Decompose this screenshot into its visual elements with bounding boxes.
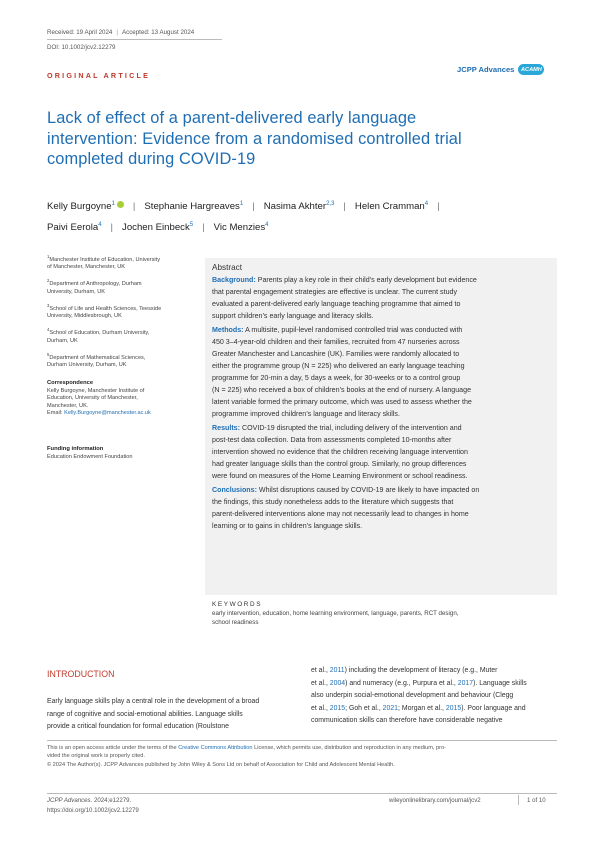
received-date: Received: 19 April 2024 <box>47 29 113 36</box>
journal-citation: JCPP Advances. 2024;e12279. <box>47 797 132 804</box>
intro-right-column: et al., 2011) including the development of literacy (e.g., Muter et al., 2004) and numeracy (e.g., Purpura et al., 2017). Language skills also underpin social-emotional development and behaviour (Clegg et al., 2015; Goh et al., 2021; Morgan et al., 2015). Poor language and communication skills can therefore have considerable negative <box>311 667 527 725</box>
journal-site-link[interactable]: wileyonlinelibrary.com/journal/jcv2 <box>389 797 481 804</box>
citation-link[interactable]: 2011 <box>329 667 345 674</box>
footer-rule <box>47 793 557 794</box>
journal-brand[interactable] <box>457 64 544 75</box>
abstract-heading: Abstract <box>212 263 243 272</box>
affiliation: $^5$Department of Mathematical Sciences, Durham University, Durham, UK <box>47 351 146 368</box>
orcid-icon[interactable] <box>117 201 124 208</box>
affiliation: $^3$School of Life and Health Sciences, Teesside University, Middlesbrough, UK <box>47 302 162 320</box>
citation-link[interactable]: 2004 <box>329 679 346 687</box>
author[interactable]: Helen Cramman$^4$ <box>354 201 429 213</box>
keywords-heading: KEYWORDS <box>212 601 263 608</box>
footer-divider <box>518 795 519 805</box>
abstract <box>212 263 550 532</box>
acamh-logo-icon: ACAMH <box>518 64 544 75</box>
article-type: ORIGINAL ARTICLE <box>47 71 151 80</box>
accepted-date: Accepted: 13 August 2024 <box>121 29 195 36</box>
header-rule <box>47 39 222 40</box>
page-number: 1 of 10 <box>527 797 546 804</box>
citation-link[interactable]: 2017 <box>457 679 474 687</box>
affiliations <box>47 253 197 375</box>
abstract-conclusions: Conclusions: Whilst disruptions caused by COVID-19 are likely to have impacted on the findings, this study nonetheless adds to the literature which suggests that parent-delivered interventions alone may not necessarily lead to changes in home learning or to gains in children’s language skills. <box>212 486 480 530</box>
intro-left-column: Early language skills play a central role in the development of a broad range of cognitive and social-emotional abilities. Language skills provide a critical foundation for formal education (Roulstone <box>47 698 260 731</box>
affiliation: $^2$Department of Anthropology, Durham University, Durham, UK <box>47 278 142 295</box>
affiliation: $^4$School of Education, Durham University, Durham, UK <box>47 327 150 344</box>
author[interactable]: Nasima Akhter$^{2,3}$ <box>263 201 335 213</box>
abstract-methods: Methods: A multisite, pupil-level randomised controlled trial was conducted with 450 3–4-year-old children and their families, recruited from 47 nurseries across Greater Manchester and Lancashire (UK). Families were randomly allocated to either the programme group (N = 225) who delivered an early language teaching programme for 20-min a day, 5 days a week, for 30-weeks or to a control group (N = 225) who received a box of children’s books at the end of nursery. A language latent variable formed the primary outcome, which was used to assess whether the programme improved children’s language and literacy skills. <box>212 326 472 418</box>
author[interactable]: Stephanie Hargreaves$^1$ <box>144 201 244 213</box>
article-title <box>47 108 462 170</box>
abstract-results: Results: COVID-19 disrupted the trial, including delivery of the intervention and post-test data collection. Data from assessments completed 10-months after intervention showed no evidence that the children receiving language intervention had greater language skills than the control group. Similarly, no group differences were found on measures of the Home Learning Environment or school readiness. <box>212 424 468 480</box>
citation-link[interactable]: 2021 <box>382 704 399 712</box>
title-line-2: intervention: Evidence from a randomised controlled trial <box>47 129 462 148</box>
author[interactable]: Jochen Einbeck$^5$ <box>122 222 194 234</box>
title-line-1: Lack of effect of a parent-delivered early language <box>47 109 417 127</box>
abstract-background: Background: Parents play a key role in their child’s early development but evidence that parental engagement strategies are effective is unclear. The current study evaluated a parent-delivered early language teaching programme that aimed to support children’s early language and literacy skills. <box>212 276 477 320</box>
funding-information <box>47 446 207 461</box>
journal-name: JCPP Advances <box>457 65 515 74</box>
correspondence: Correspondence Kelly Burgoyne, Manchester Institute of Education, University of Manchester, Manchester, UK. Email: Kelly.Burgoyne@manchester.ac.uk <box>47 380 207 417</box>
title-line-3: completed during COVID-19 <box>47 150 256 168</box>
footnote-rule <box>47 740 557 741</box>
received-accepted-line: Received: 19 April 2024 | Accepted: 13 August 2024 <box>47 29 195 36</box>
keywords: KEYWORDS early intervention, education, home learning environment, language, parents, RCT design, school readiness <box>212 601 552 627</box>
affiliation: $^1$Manchester Institute of Education, University of Manchester, Manchester, UK <box>47 254 161 271</box>
author[interactable]: Kelly Burgoyne$^1$ <box>47 201 115 213</box>
correspondence-heading: Correspondence <box>47 380 94 386</box>
author[interactable]: Paivi Eerola$^4$ <box>47 222 102 234</box>
author-list: Kelly Burgoyne$^1$ | Stephanie Hargreaves$^1$ | Nasima Akhter$^{2,3}$ | Helen Cramman$^4$ | Paivi Eerola$^4$ | Jochen Einbeck$^5$ | Vic Menzies$^4$ <box>47 201 440 234</box>
funding-text: Education Endowment Foundation <box>47 454 133 460</box>
license-note: This is an open access article under the terms of the Creative Commons Attribution License, which permits use, distribution and reproduction in any medium, pro- vided the original work is properly cited. © 2024 The Author(s). JCPP Advances published by John Wiley & Sons Ltd on behalf of Association for Child and Adolescent Mental Health. <box>47 745 446 768</box>
email-link[interactable]: Kelly.Burgoyne@manchester.ac.uk <box>64 409 151 416</box>
creative-commons-link[interactable]: Creative Commons Attribution <box>178 745 253 751</box>
citation-link[interactable]: 2015 <box>329 704 346 712</box>
doi: DOI: 10.1002/jcv2.12279 <box>47 44 116 51</box>
citation-link[interactable]: 2015 <box>445 704 462 712</box>
author[interactable]: Vic Menzies$^4$ <box>213 222 269 234</box>
section-heading-introduction: INTRODUCTION <box>47 669 115 679</box>
funding-heading: Funding information <box>47 446 104 452</box>
doi-link[interactable]: https://doi.org/10.1002/jcv2.12279 <box>47 807 139 814</box>
